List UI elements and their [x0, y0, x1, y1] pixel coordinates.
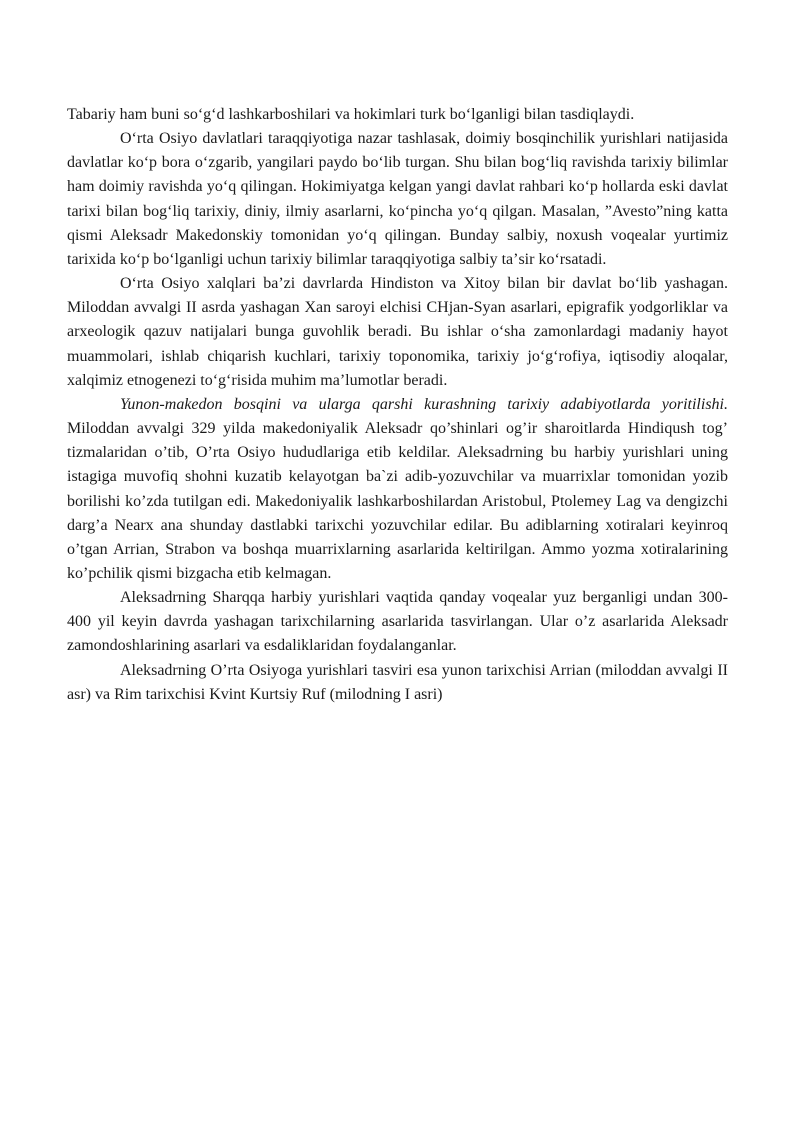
paragraph-yunon-makedon [67, 393, 728, 586]
paragraph-tabariy: Tabariy ham buni soʻgʻd lashkarboshilari va hokimlari turk boʻlganligi bilan tasdiqlaydi. [67, 106, 635, 123]
paragraph-sharqqa-yurishlar: Aleksadrning Sharqqa harbiy yurishlari vaqtida qanday voqealar yuz berganligi undan 300-400 yil keyin davrda yashagan tarixchilarning asarlarida tasvirlangan. Ular o’z asarlarida Aleksadr zamondoshlarining asarlari va esdaliklaridan foydalanganlar. [67, 589, 728, 655]
paragraph-hindiston-xitoy: Oʻrta Osiyo xalqlari baʼzi davrlarda Hindiston va Xitoy bilan bir davlat boʻlib yashagan. Miloddan avvalgi II asrda yashagan Xan saroyi elchisi CHjan-Syan asarlari, epigrafik yodgorliklar va arxeologik qazuv natijalari bunga guvohlik beradi. Bu ishlar oʻsha zamonlardagi madaniy hayot muammolari, ishlab chiqarish kuchlari, tarixiy toponomika, tarixiy joʻgʻrofiya, iqtisodiy aloqalar, xalqimiz etnogenezi toʻgʻrisida muhim maʼlumotlar beradi. [67, 275, 728, 389]
paragraph-arrian-kurtsiy: Aleksadrning O’rta Osiyoga yurishlari tasviri esa yunon tarixchisi Arrian (miloddan avvalgi II asr) va Rim tarixchisi Kvint Kurtsiy Ruf (milodning I asri) [67, 661, 728, 703]
document-page [67, 103, 728, 707]
paragraph-body: Miloddan avvalgi 329 yilda makedoniyalik Aleksadr qo’shinlari og’ir sharoitlarda Hindiqush tog’ tizmalaridan o’tib, O’rta Osiyo hududlariga etib keldilar. Aleksadrning bu harbiy yurishlari uning istagiga muvofiq shohni kuzatib kelayotgan ba`zi adib-yozuvchilar va muarrixlar tomonidan yozib borilishi ko’zda tutilgan edi. Makedoniyalik lashkarboshilardan Aristobul, Ptolemey Lag va dengizchi darg’a Nearx ana shunday dastlabki tarixchi yozuvchilar edilar. Bu adiblarning xotiralari keyinroq o’tgan Arrian, Strabon va boshqa muarrixlarning asarlarida keltirilgan. Ammo yozma xotiralarining ko’pchilik qismi bizgacha etib kelmagan. [67, 420, 728, 582]
paragraph-davlatlar-taraqqiyoti: Oʻrta Osiyo davlatlari taraqqiyotiga nazar tashlasak, doimiy bosqinchilik yurishlari natijasida davlatlar koʻp bora oʻzgarib, yangilari paydo boʻlib turgan. Shu bilan bogʻliq ravishda tarixiy bilimlar ham doimiy ravishda yoʻq qilingan. Hokimiyatga kelgan yangi davlat rahbari koʻp hollarda eski davlat tarixi bilan bogʻliq tarixiy, diniy, ilmiy asarlarni, koʻpincha yoʻq qilgan. Masalan, ”Avesto”ning katta qismi Aleksadr Makedonskiy tomonidan yoʻq qilingan. Bunday salbiy, noxush voqealar yurtimiz tarixida koʻp boʻlganligi uchun tarixiy bilimlar taraqqiyotiga salbiy taʼsir koʻrsatadi. [67, 130, 728, 268]
section-heading: Yunon-makedon bosqini va ularga qarshi kurashning tarixiy adabiyotlarda yoritilishi. [120, 395, 728, 413]
